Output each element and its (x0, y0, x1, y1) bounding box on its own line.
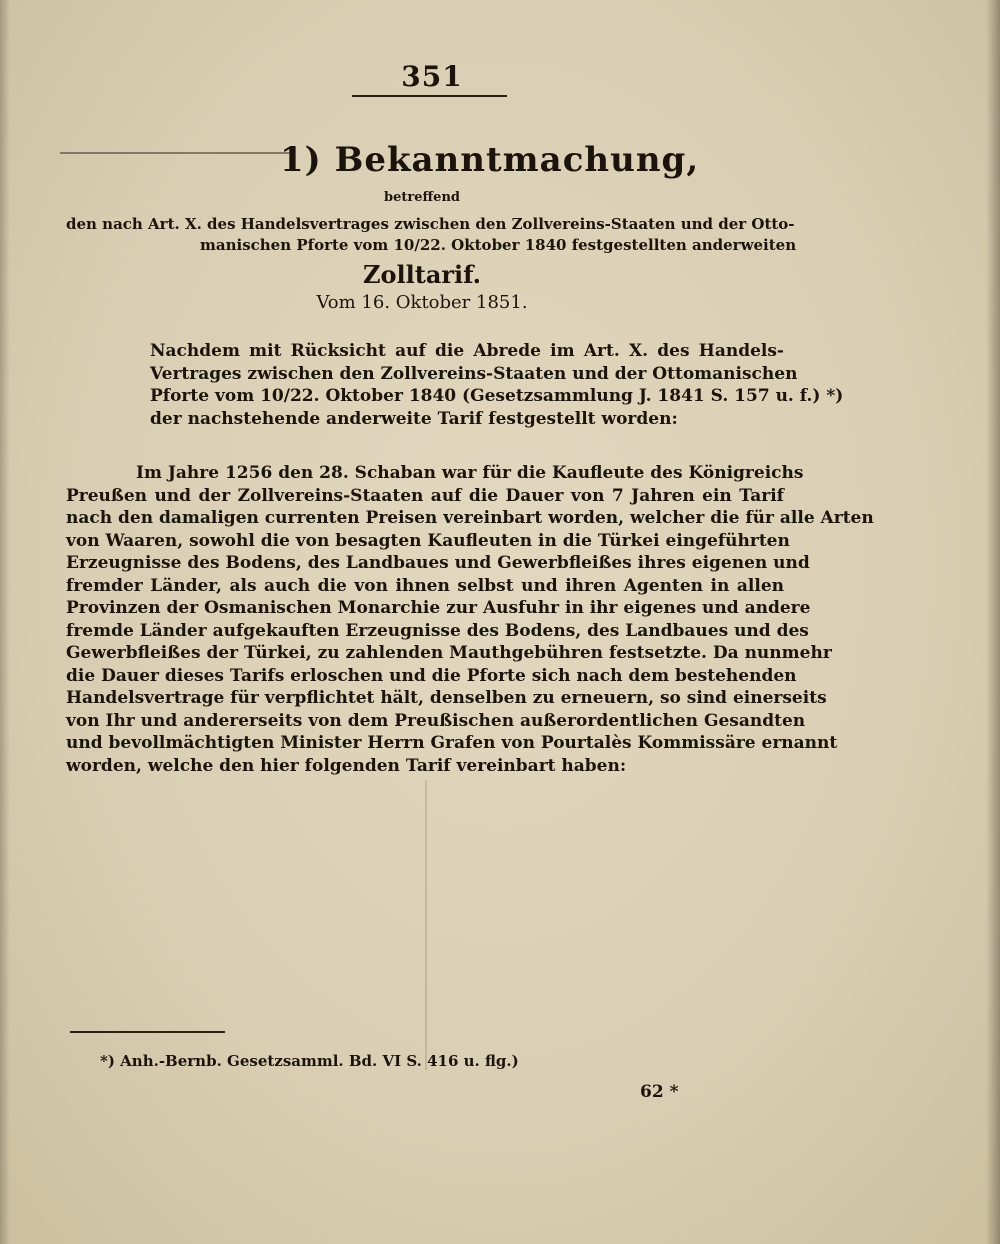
header-divider (60, 152, 290, 154)
document-title: Zolltarif. (363, 260, 481, 289)
announcement-heading: 1) Bekanntmachung, (280, 140, 700, 180)
paragraph-2-line: und bevollmächtigten Minister Herrn Grafen von Pourtalès Kommissäre ernannt (66, 733, 838, 753)
paragraph-2-line: Handelsvertrage für verpflichtet hält, denselben zu erneuern, so sind einerseits (66, 688, 827, 708)
page-left-shadow (0, 0, 10, 1244)
paragraph-2 (66, 462, 874, 777)
paragraph-1-line: Pforte vom 10/22. Oktober 1840 (Gesetzsammlung J. 1841 S. 157 u. f.) *) (150, 386, 844, 406)
paragraph-2-line: worden, welche den hier folgenden Tarif vereinbart haben: (66, 755, 627, 776)
paragraph-1 (150, 340, 844, 430)
paragraph-2-line: die Dauer dieses Tarifs erloschen und die Pforte sich nach dem bestehenden (66, 665, 797, 686)
paragraph-2-line: Erzeugnisse des Bodens, des Landbaues und Gewerbfleißes ihres eigenen und (66, 553, 810, 573)
paragraph-2-line: fremder Länder, als auch die von ihnen selbst und ihren Agenten in allen (66, 575, 784, 596)
footnote: *) Anh.-Bernb. Gesetzsamml. Bd. VI S. 416 u. flg.) (100, 1052, 519, 1070)
betreffend-label: betreffend (384, 190, 460, 205)
paragraph-2-line: Preußen und der Zollvereins-Staaten auf die Dauer von 7 Jahren ein Tarif (66, 485, 784, 506)
paragraph-1-line: Vertrages zwischen den Zollvereins-Staaten und der Ottomanischen (150, 363, 798, 384)
paragraph-2-line: fremde Länder aufgekauften Erzeugnisse des Bodens, des Landbaues und des (66, 620, 809, 641)
paragraph-2-line: Im Jahre 1256 den 28. Schaban war für die Kaufleute des Königreichs (136, 463, 804, 483)
page-number-rule (352, 95, 507, 97)
paragraph-2-line: Gewerbfleißes der Türkei, zu zahlenden Mauthgebühren festsetzte. Da nunmehr (66, 643, 832, 663)
page-number: 351 (401, 60, 463, 93)
sheet-signature: 62 * (640, 1082, 679, 1102)
paragraph-1-line: Nachdem mit Rücksicht auf die Abrede im Art. X. des Handels- (150, 341, 784, 361)
footnote-rule (70, 1031, 225, 1033)
description-line-2: manischen Pforte vom 10/22. Oktober 1840 festgestellten anderweiten (200, 236, 797, 254)
paragraph-2-line: nach den damaligen currenten Preisen vereinbart worden, welcher die für alle Arten (66, 508, 874, 528)
paragraph-2-line: von Waaren, sowohl die von besagten Kaufleuten in die Türkei eingeführten (66, 530, 790, 551)
document-date: Vom 16. Oktober 1851. (316, 292, 528, 313)
description-line-1: den nach Art. X. des Handelsvertrages zwischen den Zollvereins-Staaten und der Otto- (66, 215, 795, 233)
paragraph-1-line: der nachstehende anderweite Tarif festgestellt worden: (150, 408, 678, 429)
page-right-shadow (986, 0, 1000, 1244)
paragraph-2-line: von Ihr und andererseits von dem Preußischen außerordentlichen Gesandten (66, 710, 806, 731)
paragraph-2-line: Provinzen der Osmanischen Monarchie zur Ausfuhr in ihr eigenes und andere (66, 598, 811, 618)
bleed-through-rule (425, 780, 427, 1070)
